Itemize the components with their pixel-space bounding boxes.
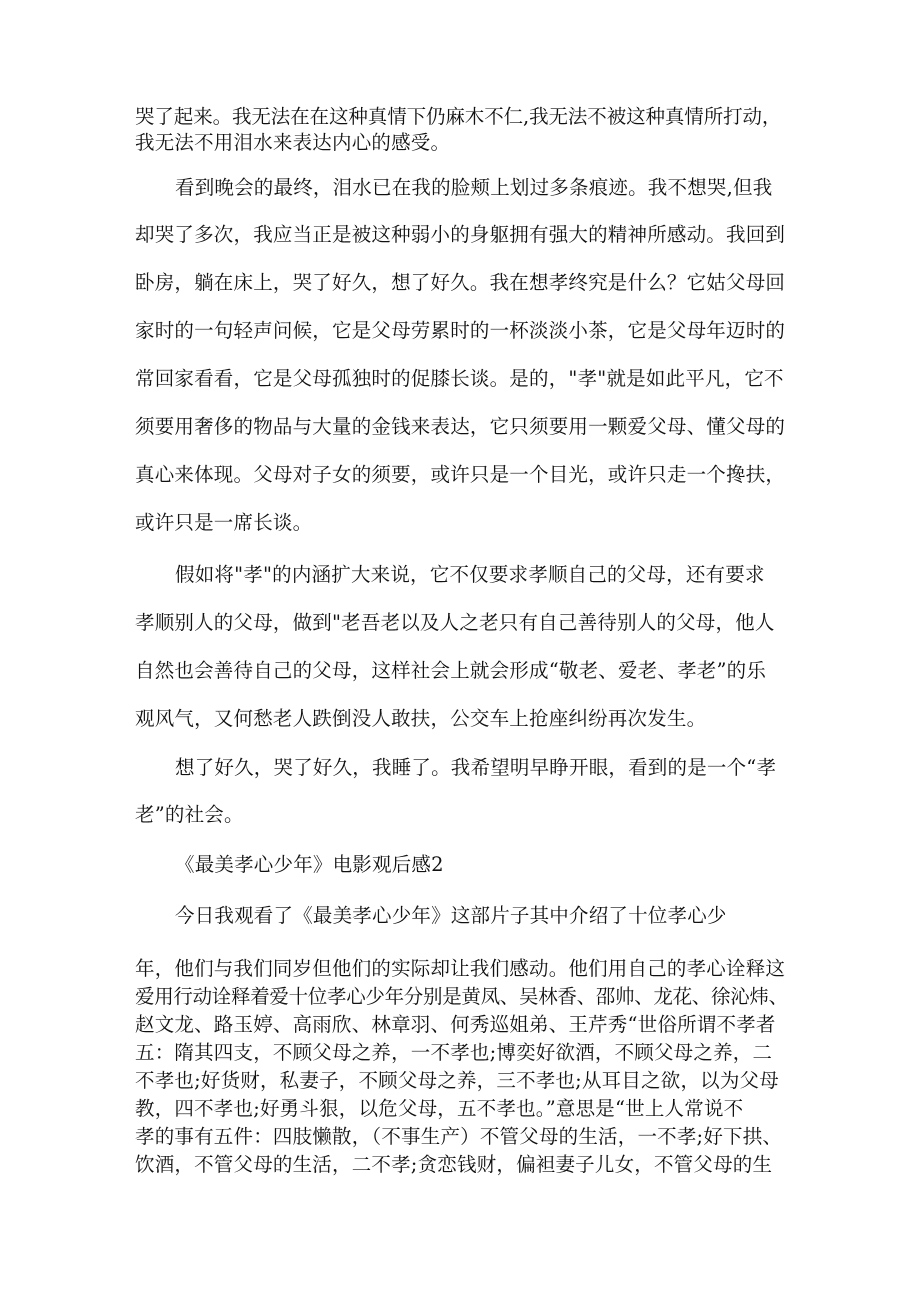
text-line: 爱用行动诠释着爱十位孝心少年分别是黄凤、吴林香、邵帅、龙花、徐沁炜、 [135, 985, 788, 1008]
text-line: 孝的事有五件：四肢懒散，（不事生产）不管父母的生活，一不孝;好下拱、 [135, 1125, 783, 1148]
text-line: 赵文龙、路玉婷、高雨欣、林章羽、何秀巡姐弟、王芹秀“世俗所谓不孝者 [135, 1013, 776, 1036]
text-line: 家时的一句轻声问候，它是父母劳累时的一杯淡淡小茶，它是父母年迈时的 [135, 319, 786, 342]
text-line: 不孝也;好货财，私妻子，不顾父母之养，三不孝也;从耳目之欲，以为父母 [135, 1069, 779, 1092]
text-line: 真心来体现。父母对子女的须要，或许只是一个目光，或许只走一个搀扶， [135, 463, 786, 486]
section-heading: 《最美孝心少年》电影观后感2 [175, 853, 444, 876]
text-line: 老”的社会。 [135, 803, 244, 826]
text-line: 年，他们与我们同岁但他们的实际却让我们感动。他们用自己的孝心诠释这 [135, 957, 786, 980]
text-line: 或许只是一席长谈。 [135, 511, 313, 534]
text-line: 我无法不用泪水来表达内心的感受。 [135, 131, 451, 154]
text-line: 自然也会善待自己的父母，这样社会上就会形成“敬老、爱老、孝老”的乐 [135, 659, 767, 682]
text-line: 常回家看看，它是父母孤独时的促膝长谈。是的，"孝"就是如此平凡，它不 [135, 367, 784, 390]
text-line: 假如将"孝"的内涵扩大来说，它不仅要求孝顺自己的父母，还有要求 [175, 563, 765, 586]
text-line: 观风气，又何愁老人跌倒没人敢扶，公交车上抢座纠纷再次发生。 [135, 707, 707, 730]
text-line: 今日我观看了《最美孝心少年》这部片子其中介绍了十位孝心少 [175, 904, 727, 927]
text-line: 看到晚会的最终，泪水已在我的脸颊上划过多条痕迹。我不想哭,但我 [175, 176, 773, 199]
text-line: 五：隋其四支，不顾父母之养，一不孝也;博奕好欲酒，不顾父母之养，二 [135, 1041, 773, 1064]
text-line: 须要用奢侈的物品与大量的金钱来表达，它只须要用一颗爱父母、懂父母的 [135, 415, 786, 438]
text-line: 却哭了多次，我应当正是被这种弱小的身躯拥有强大的精神所感动。我回到 [135, 223, 786, 246]
text-line: 卧房，躺在床上，哭了好久，想了好久。我在想孝终究是什么？它姑父母回 [135, 271, 786, 294]
text-line: 想了好久，哭了好久，我睡了。我希望明早睁开眼，看到的是一个“孝 [175, 756, 777, 779]
text-line: 教，四不孝也;好勇斗狠，以危父母，五不孝也。”意思是“世上人常说不 [135, 1097, 744, 1120]
text-line: 哭了起来。我无法在在这种真情下仍麻木不仁,我无法不被这种真情所打动， [135, 105, 782, 128]
text-line: 饮酒，不管父母的生活，二不孝;贪恋钱财，偏袒妻子儿女，不管父母的生 [135, 1153, 773, 1176]
text-line: 孝顺别人的父母，做到"老吾老以及人之老只有自己善待别人的父母，他人 [135, 611, 775, 634]
